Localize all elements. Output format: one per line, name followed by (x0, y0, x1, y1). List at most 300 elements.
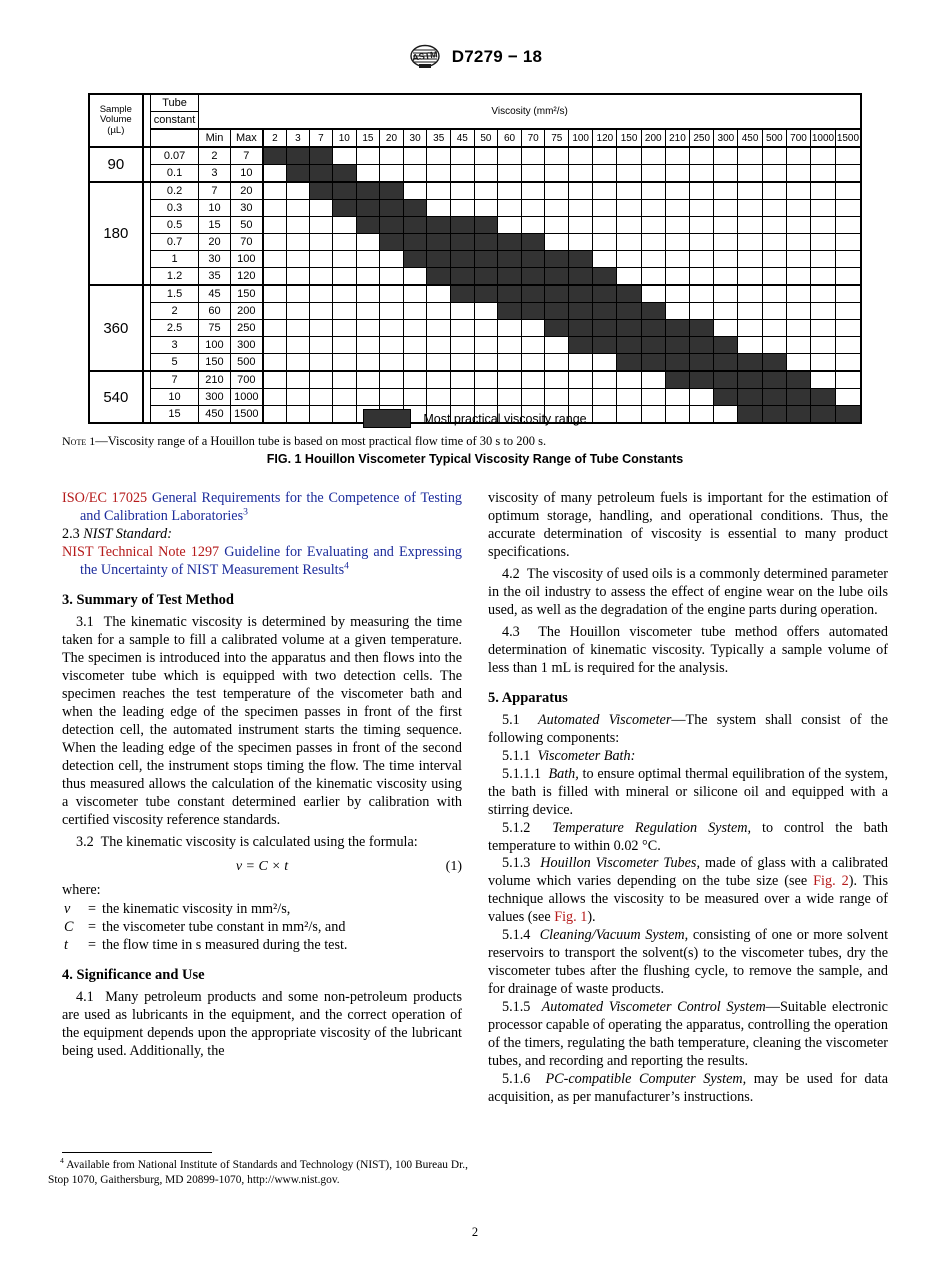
max-value-cell: 1000 (230, 389, 263, 406)
range-cell-empty (569, 217, 593, 234)
range-cell-empty (521, 182, 545, 200)
range-cell-empty (474, 303, 498, 320)
range-cell-shaded (665, 371, 689, 389)
range-cell-empty (617, 251, 641, 268)
range-cell-empty (356, 389, 380, 406)
range-cell-empty (786, 320, 810, 337)
range-cell-empty (738, 337, 762, 354)
definition-text: the kinematic viscosity in mm²/s, (102, 901, 291, 918)
range-cell-empty (332, 337, 356, 354)
range-cell-empty (545, 182, 569, 200)
sample-volume-cell: 360 (89, 285, 143, 371)
tube-constant-header-line2: constant (150, 112, 198, 130)
paragraph-4-3-text: The Houillon viscometer tube method offers automated determination of kinematic viscosity. Typically a sample volume of less than 1 mL is required for the analysis. (488, 623, 888, 676)
range-cell-shaded (593, 268, 617, 286)
range-cell-empty (309, 371, 332, 389)
paragraph-5-1-3-text-a: made of glass with a calibrated volume which varies depending on the tube size (see (488, 855, 888, 890)
range-cell-empty (427, 389, 451, 406)
range-cell-shaded (309, 147, 332, 165)
range-cell-empty (498, 165, 522, 183)
range-cell-empty (617, 371, 641, 389)
min-value-cell: 30 (199, 251, 231, 268)
range-cell-shaded (545, 285, 569, 303)
range-cell-empty (451, 303, 475, 320)
range-cell-empty (521, 165, 545, 183)
range-cell-shaded (617, 303, 641, 320)
range-cell-empty (427, 285, 451, 303)
range-cell-empty (474, 165, 498, 183)
range-cell-empty (617, 389, 641, 406)
table-row (89, 371, 861, 389)
range-cell-empty (380, 251, 404, 268)
range-cell-empty (835, 217, 861, 234)
range-cell-empty (286, 354, 309, 372)
paragraph-5-1 (488, 712, 888, 748)
range-cell-empty (738, 285, 762, 303)
min-value-cell: 150 (199, 354, 231, 372)
range-cell-empty (498, 200, 522, 217)
tube-constant-cell: 10 (150, 389, 198, 406)
range-cell-shaded (545, 251, 569, 268)
footnote-text: Available from National Institute of Standards and Technology (NIST), 100 Bureau Dr., Stop 1070, Gaithersburg, MD 20899-1070, http://www.nist.gov. (48, 1159, 468, 1187)
range-cell-empty (332, 320, 356, 337)
reference-iso-code[interactable]: ISO/EC 17025 (62, 490, 148, 506)
reference-iso-title[interactable]: General Requirements for the Competence of Testing and Calibration Laboratories (80, 490, 463, 524)
paragraph-5-1-2-title: Temperature Regulation System, (552, 819, 752, 836)
range-cell-empty (427, 320, 451, 337)
paragraph-5-1-4 (488, 927, 888, 999)
max-value-cell: 700 (230, 371, 263, 389)
min-value-cell: 450 (199, 406, 231, 424)
range-cell-shaded (451, 285, 475, 303)
range-cell-empty (835, 147, 861, 165)
range-cell-shaded (474, 234, 498, 251)
link-fig-2[interactable]: Fig. 2 (813, 873, 849, 890)
range-cell-shaded (356, 182, 380, 200)
range-cell-shaded (786, 371, 810, 389)
range-cell-empty (665, 303, 689, 320)
range-cell-empty (263, 182, 287, 200)
paragraph-5-1-number: 5.1 (502, 711, 520, 728)
range-cell-empty (641, 285, 665, 303)
range-cell-empty (714, 234, 738, 251)
range-cell-empty (569, 165, 593, 183)
formula-number: (1) (445, 859, 462, 875)
range-cell-empty (617, 268, 641, 286)
tube-constant-cell: 0.3 (150, 200, 198, 217)
range-cell-empty (403, 165, 427, 183)
range-cell-empty (474, 337, 498, 354)
range-cell-empty (403, 320, 427, 337)
range-cell-shaded (690, 371, 714, 389)
range-cell-empty (690, 389, 714, 406)
range-cell-empty (569, 200, 593, 217)
tube-constant-cell: 2 (150, 303, 198, 320)
range-cell-empty (263, 165, 287, 183)
table-row (89, 337, 861, 354)
range-cell-empty (332, 234, 356, 251)
paragraph-5-1-1-title: Viscometer Bath: (537, 747, 636, 764)
range-cell-empty (738, 165, 762, 183)
table-row (89, 354, 861, 372)
range-cell-empty (332, 371, 356, 389)
paragraph-5-1-3-text-b: ). This technique allows the viscosity to be measured over a wide range of values (see (488, 873, 888, 926)
max-value-cell: 120 (230, 268, 263, 286)
range-cell-empty (380, 285, 404, 303)
range-cell-shaded (641, 354, 665, 372)
range-cell-empty (309, 389, 332, 406)
range-cell-shaded (714, 354, 738, 372)
formula-1 (62, 858, 462, 876)
tube-constant-cell: 7 (150, 371, 198, 389)
range-cell-empty (427, 165, 451, 183)
range-cell-empty (498, 182, 522, 200)
range-cell-shaded (309, 182, 332, 200)
table-row (89, 217, 861, 234)
range-cell-empty (356, 268, 380, 286)
range-cell-empty (403, 147, 427, 165)
viscosity-column-header: 35 (427, 129, 451, 147)
range-cell-empty (641, 268, 665, 286)
range-cell-empty (263, 268, 287, 286)
viscosity-column-header: 1500 (835, 129, 861, 147)
table-row (89, 285, 861, 303)
range-cell-empty (762, 285, 786, 303)
range-cell-empty (380, 147, 404, 165)
max-value-cell: 10 (230, 165, 263, 183)
range-cell-empty (451, 371, 475, 389)
range-cell-empty (811, 285, 836, 303)
max-value-cell: 200 (230, 303, 263, 320)
range-cell-empty (521, 200, 545, 217)
min-value-cell: 7 (199, 182, 231, 200)
range-cell-empty (309, 354, 332, 372)
legend-swatch (363, 409, 411, 428)
range-cell-empty (811, 303, 836, 320)
sample-volume-cell: 540 (89, 371, 143, 423)
range-cell-empty (521, 354, 545, 372)
range-cell-empty (309, 251, 332, 268)
table-corner-header (89, 94, 143, 147)
viscosity-column-header: 50 (474, 129, 498, 147)
range-cell-empty (263, 371, 287, 389)
max-value-cell: 100 (230, 251, 263, 268)
paragraph-5-1-3 (488, 855, 888, 927)
min-column-header: Min (199, 129, 231, 147)
viscosity-column-header: 7 (309, 129, 332, 147)
range-cell-empty (309, 268, 332, 286)
range-cell-empty (738, 251, 762, 268)
min-value-cell: 75 (199, 320, 231, 337)
range-cell-empty (762, 268, 786, 286)
range-cell-empty (427, 200, 451, 217)
range-cell-empty (403, 303, 427, 320)
range-cell-empty (498, 354, 522, 372)
range-cell-shaded (617, 285, 641, 303)
range-cell-shaded (498, 234, 522, 251)
range-cell-empty (427, 182, 451, 200)
range-cell-shaded (593, 337, 617, 354)
range-cell-empty (835, 268, 861, 286)
range-cell-shaded (309, 165, 332, 183)
range-cell-shaded (714, 389, 738, 406)
range-cell-empty (762, 200, 786, 217)
range-cell-empty (690, 303, 714, 320)
viscosity-column-header: 45 (451, 129, 475, 147)
range-cell-empty (545, 371, 569, 389)
table-gutter (143, 147, 151, 182)
range-cell-shaded (286, 147, 309, 165)
range-cell-empty (286, 217, 309, 234)
range-cell-shaded (617, 320, 641, 337)
legend-label: Most practical viscosity range (423, 411, 587, 426)
paragraph-5-1-5 (488, 999, 888, 1071)
range-cell-empty (380, 320, 404, 337)
range-cell-empty (641, 389, 665, 406)
range-cell-empty (738, 147, 762, 165)
range-cell-shaded (665, 337, 689, 354)
definition-equals: = (87, 937, 96, 954)
corner-header-line: Volume (99, 114, 132, 126)
viscosity-column-header: 700 (786, 129, 810, 147)
range-cell-empty (690, 251, 714, 268)
range-cell-shaded (569, 337, 593, 354)
svg-text:ASTM: ASTM (411, 49, 438, 63)
range-cell-empty (263, 354, 287, 372)
max-value-cell: 150 (230, 285, 263, 303)
range-cell-shaded (474, 251, 498, 268)
paragraph-5-1-2-text: to control the bath temperature to within 0.02 °C. (488, 819, 888, 854)
range-cell-empty (380, 389, 404, 406)
range-cell-empty (332, 303, 356, 320)
range-cell-shaded (641, 303, 665, 320)
max-value-cell: 50 (230, 217, 263, 234)
range-cell-empty (286, 337, 309, 354)
range-cell-empty (545, 389, 569, 406)
table-row (89, 200, 861, 217)
tube-constant-cell: 5 (150, 354, 198, 372)
range-cell-empty (714, 303, 738, 320)
paragraph-5-1-1-1-number: 5.1.1.1 (502, 765, 542, 782)
range-cell-shaded (332, 182, 356, 200)
table-row (89, 251, 861, 268)
range-cell-empty (762, 234, 786, 251)
sample-volume-cell: 90 (89, 147, 143, 182)
range-cell-empty (263, 234, 287, 251)
definition-row (62, 901, 347, 919)
range-cell-empty (309, 320, 332, 337)
paragraph-4-1 (62, 989, 462, 1061)
range-cell-empty (811, 200, 836, 217)
range-cell-empty (356, 251, 380, 268)
figure-note (62, 434, 888, 449)
range-cell-empty (617, 147, 641, 165)
range-cell-empty (690, 165, 714, 183)
definition-text: the flow time in s measured during the test. (102, 937, 348, 954)
range-cell-empty (380, 337, 404, 354)
paragraph-3-2-number: 3.2 (76, 833, 94, 850)
range-cell-empty (286, 251, 309, 268)
range-cell-empty (545, 234, 569, 251)
range-cell-shaded (593, 320, 617, 337)
range-cell-empty (811, 251, 836, 268)
paragraph-5-1-6-number: 5.1.6 (502, 1070, 531, 1087)
definition-text: the viscometer tube constant in mm²/s, and (102, 919, 346, 936)
range-cell-empty (403, 389, 427, 406)
range-cell-empty (690, 182, 714, 200)
range-cell-empty (451, 200, 475, 217)
link-fig-1[interactable]: Fig. 1 (554, 909, 588, 926)
definition-row (62, 919, 347, 937)
paragraph-5-1-1-1-text: to ensure optimal thermal equilibration of the system, the bath is filled with mineral or silicone oil and equipped with a stirring device. (488, 765, 888, 818)
range-cell-empty (593, 200, 617, 217)
range-cell-empty (286, 268, 309, 286)
range-cell-shaded (380, 217, 404, 234)
range-cell-empty (521, 371, 545, 389)
table-gutter (143, 94, 151, 147)
range-cell-empty (811, 320, 836, 337)
range-cell-empty (835, 200, 861, 217)
range-cell-empty (263, 303, 287, 320)
footnote (48, 1158, 468, 1188)
table-row (89, 303, 861, 320)
range-cell-empty (498, 147, 522, 165)
tube-constant-cell: 0.1 (150, 165, 198, 183)
range-cell-empty (545, 200, 569, 217)
range-cell-empty (427, 337, 451, 354)
min-value-cell: 210 (199, 371, 231, 389)
range-cell-empty (332, 285, 356, 303)
paragraph-3-2-text: The kinematic viscosity is calculated using the formula: (100, 833, 418, 850)
table-row (89, 320, 861, 337)
range-cell-shaded (474, 285, 498, 303)
paragraph-3-1 (62, 614, 462, 829)
tube-constant-cell: 1.2 (150, 268, 198, 286)
range-cell-empty (714, 165, 738, 183)
range-cell-empty (641, 200, 665, 217)
range-cell-empty (811, 371, 836, 389)
paragraph-4-3-number: 4.3 (502, 623, 520, 640)
tube-constant-cell: 0.2 (150, 182, 198, 200)
range-cell-empty (786, 268, 810, 286)
range-cell-empty (762, 303, 786, 320)
paragraph-5-1-2 (488, 820, 888, 856)
range-cell-shaded (332, 165, 356, 183)
max-value-cell: 7 (230, 147, 263, 165)
range-cell-empty (309, 217, 332, 234)
range-cell-empty (286, 285, 309, 303)
astm-logo (408, 44, 442, 70)
range-cell-shaded (786, 389, 810, 406)
paragraph-5-1-5-text: —Suitable electronic processor capable of operating the apparatus, controlling the operation of the timers, regulating the bath temperature, cleaning the viscometer tubes, and recording and reporting the results. (488, 999, 888, 1069)
range-cell-empty (545, 354, 569, 372)
document-designation: D7279 − 18 (451, 47, 543, 66)
range-cell-empty (498, 337, 522, 354)
range-cell-empty (356, 285, 380, 303)
range-cell-empty (786, 354, 810, 372)
range-cell-empty (545, 165, 569, 183)
range-cell-shaded (545, 268, 569, 286)
viscosity-units-header: Viscosity (mm²/s) (199, 94, 861, 129)
range-cell-empty (498, 389, 522, 406)
range-cell-empty (786, 251, 810, 268)
min-value-cell: 3 (199, 165, 231, 183)
min-value-cell: 60 (199, 303, 231, 320)
tube-constant-cell: 0.5 (150, 217, 198, 234)
range-cell-empty (738, 217, 762, 234)
range-cell-empty (451, 165, 475, 183)
range-cell-empty (474, 147, 498, 165)
range-cell-empty (714, 320, 738, 337)
reference-nist-title[interactable]: Guideline for Evaluating and Expressing the Uncertainty of NIST Measurement Results (80, 543, 463, 578)
range-cell-shaded (593, 303, 617, 320)
range-cell-empty (690, 285, 714, 303)
max-value-cell: 70 (230, 234, 263, 251)
range-cell-empty (690, 268, 714, 286)
figure-1-container (88, 93, 862, 424)
range-cell-empty (786, 200, 810, 217)
range-cell-shaded (451, 217, 475, 234)
range-cell-empty (593, 234, 617, 251)
viscosity-column-header: 15 (356, 129, 380, 147)
range-cell-empty (286, 182, 309, 200)
section-4-heading: 4. Significance and Use (62, 967, 205, 983)
range-cell-empty (474, 371, 498, 389)
reference-nist-code[interactable]: NIST Technical Note 1297 (62, 543, 220, 560)
range-cell-empty (641, 251, 665, 268)
page-number: 2 (471, 1225, 479, 1239)
range-cell-empty (451, 147, 475, 165)
range-cell-shaded (714, 337, 738, 354)
range-cell-shaded (427, 268, 451, 286)
range-cell-empty (332, 147, 356, 165)
definition-equals: = (87, 901, 96, 918)
range-cell-empty (835, 337, 861, 354)
range-cell-empty (835, 354, 861, 372)
range-cell-empty (811, 354, 836, 372)
where-label: where: (62, 882, 101, 899)
range-cell-empty (286, 200, 309, 217)
formula-expression: ν = C × t (235, 859, 289, 875)
tube-constant-cell: 1 (150, 251, 198, 268)
range-cell-empty (474, 182, 498, 200)
min-value-cell: 15 (199, 217, 231, 234)
range-cell-shaded (738, 389, 762, 406)
range-cell-shaded (263, 147, 287, 165)
viscosity-column-header: 450 (738, 129, 762, 147)
range-cell-shaded (521, 268, 545, 286)
range-cell-empty (403, 371, 427, 389)
range-cell-empty (356, 337, 380, 354)
range-cell-empty (569, 234, 593, 251)
min-value-cell: 2 (199, 147, 231, 165)
paragraph-4-2-number: 4.2 (502, 565, 520, 582)
viscosity-column-header: 30 (403, 129, 427, 147)
viscosity-column-header: 200 (641, 129, 665, 147)
section-5-heading: 5. Apparatus (488, 689, 568, 706)
range-cell-empty (617, 234, 641, 251)
range-cell-empty (665, 200, 689, 217)
range-cell-shaded (569, 268, 593, 286)
range-cell-empty (738, 200, 762, 217)
paragraph-4-2-text: The viscosity of used oils is a commonly determined parameter in the oil industry to assess the effect of engine wear on the lube oils used, as well as the degradation of the engine parts during operation. (488, 565, 889, 618)
range-cell-shaded (545, 303, 569, 320)
range-cell-empty (263, 200, 287, 217)
table-gutter (143, 285, 151, 371)
range-cell-empty (356, 303, 380, 320)
definition-symbol: ν (64, 901, 71, 918)
range-cell-empty (569, 182, 593, 200)
